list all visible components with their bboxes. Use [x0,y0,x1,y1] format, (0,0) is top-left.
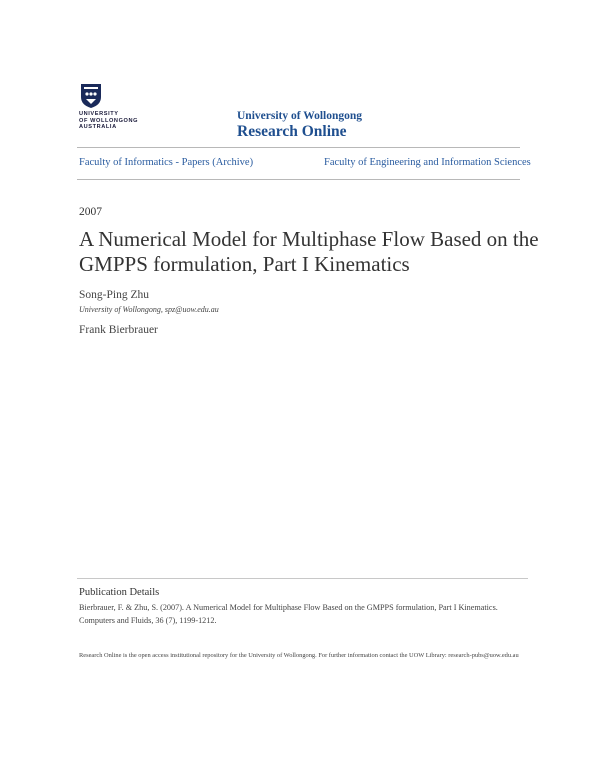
author-name[interactable]: Song-Ping Zhu [79,289,149,301]
uow-logo[interactable] [79,83,149,139]
shield-icon [80,83,102,109]
series-link-engineering[interactable]: Faculty of Engineering and Information Sciences [324,157,531,168]
citation-text: Bierbrauer, F. & Zhu, S. (2007). A Numerical Model for Multiphase Flow Based on the GMPPS formulation, Part I Kinematics. Computers and Fluids, 36 (7), 1199-1212. [79,603,498,625]
research-online-title[interactable]: Research Online [237,123,347,140]
logo-line-1: UNIVERSITY [79,111,119,117]
divider-bottom [77,179,520,180]
publication-details-heading: Publication Details [79,587,160,598]
author-affiliation: University of Wollongong, spz@uow.edu.au [79,305,219,314]
logo-line-2: OF WOLLONGONG [79,117,139,124]
publication-year: 2007 [79,206,102,218]
university-name[interactable]: University of Wollongong [237,110,363,122]
repository-footer: Research Online is the open access institutional repository for the University of Wollongong. For further information contact the UOW Library: research-pubs@uow.edu.au [79,652,519,659]
divider-top [77,147,520,148]
series-link-informatics[interactable]: Faculty of Informatics - Papers (Archive) [79,157,254,168]
paper-title[interactable]: A Numerical Model for Multiphase Flow Based on the GMPPS formulation, Part I Kinematics [79,227,539,276]
logo-line-3: AUSTRALIA [79,124,117,131]
author-name[interactable]: Frank Bierbrauer [79,324,158,336]
publication-divider [77,578,528,579]
logo-wordmark [79,111,138,131]
